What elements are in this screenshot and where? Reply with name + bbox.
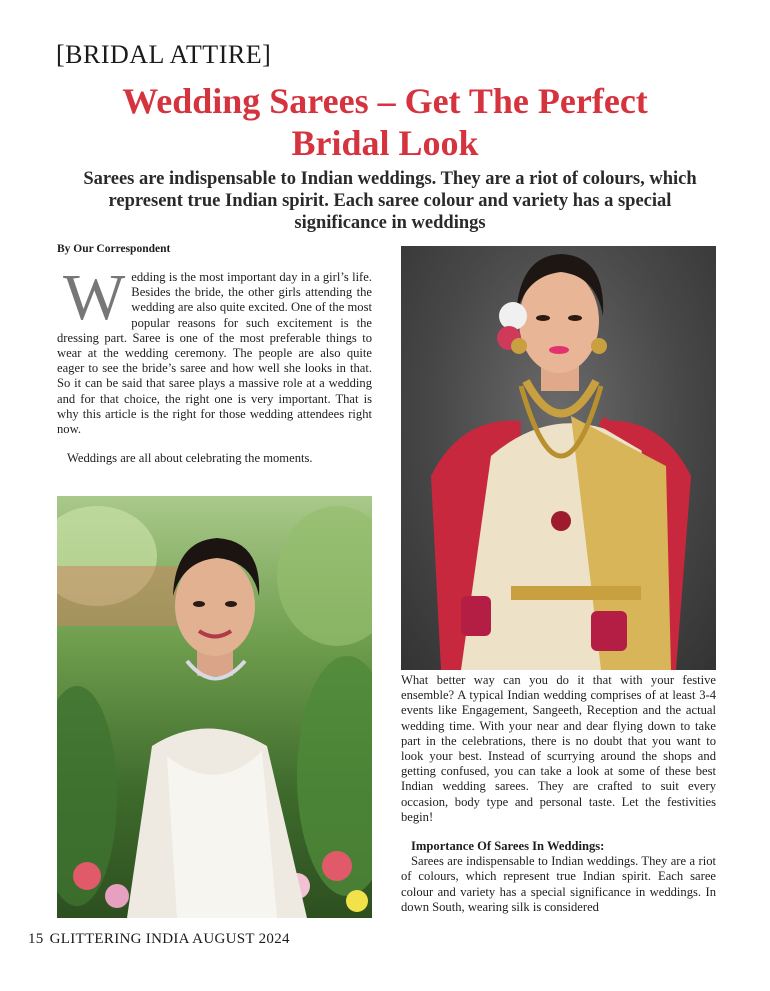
bride-silk-saree-photo [401,246,716,670]
byline: By Our Correspondent [57,243,171,255]
page-footer [28,931,296,948]
bride-white-saree-illustration [57,496,372,918]
intro-paragraph-text: edding is the most important day in a girl’s life. Besides the bride, the other girls attending the wedding are also quite excited. One of the most popular reasons for such excitement is the dressing part. Saree is one of the most preferable things to wear at the wedding ceremony. The people are also quite eager to see the bride’s saree and how well she looks in that. So it can be said that saree plays a massive role at a wedding and for that choice, the right one is very important. That is why this article is the right for those wedding attendees right now. [57,270,372,437]
headline-line-1: Wedding Sarees – Get The Perfect [122,81,648,121]
headline-line-2: Bridal Look [291,123,479,163]
paragraph: Weddings are all about celebrating the moments. [67,451,313,466]
right-text-column [401,673,716,929]
article-headline [40,80,730,164]
subheading: Importance Of Sarees In Weddings: [411,839,605,854]
intro-paragraph [57,261,372,437]
bride-silk-saree-illustration [401,246,716,670]
section-label: [BRIDAL ATTIRE] [56,40,272,69]
paragraph: Sarees are indispensable to Indian weddings. They are a riot of colours, which represent true Indian spirit. Each saree colour and variety has a special significance in weddings. In down South, wearing silk is considered [401,854,716,914]
left-text-column [57,261,372,480]
article-standfirst: Sarees are indispensable to Indian weddings. They are a riot of colours, which represent true Indian spirit. Each saree colour and variety has a special significance in weddings [83,169,697,233]
drop-cap: W [63,261,126,334]
bride-white-saree-photo [57,496,372,918]
paragraph: What better way can you do it that with your festive ensemble? A typical Indian wedding comprises of at least 3-4 events like Engagement, Sangeeth, Reception and the actual wedding time. With your near and dear flying down to take part in the celebrations, there is no doubt that you want to look your best. Instead of scurrying around the shops and getting confused, you can take a look at some of these best Indian wedding sarees. They are crafted to suit every occasion, body type and personal taste. Let the festivities begin! [401,673,716,824]
page-number: 15 [28,931,44,947]
publication-issue: GLITTERING INDIA AUGUST 2024 [49,931,290,947]
